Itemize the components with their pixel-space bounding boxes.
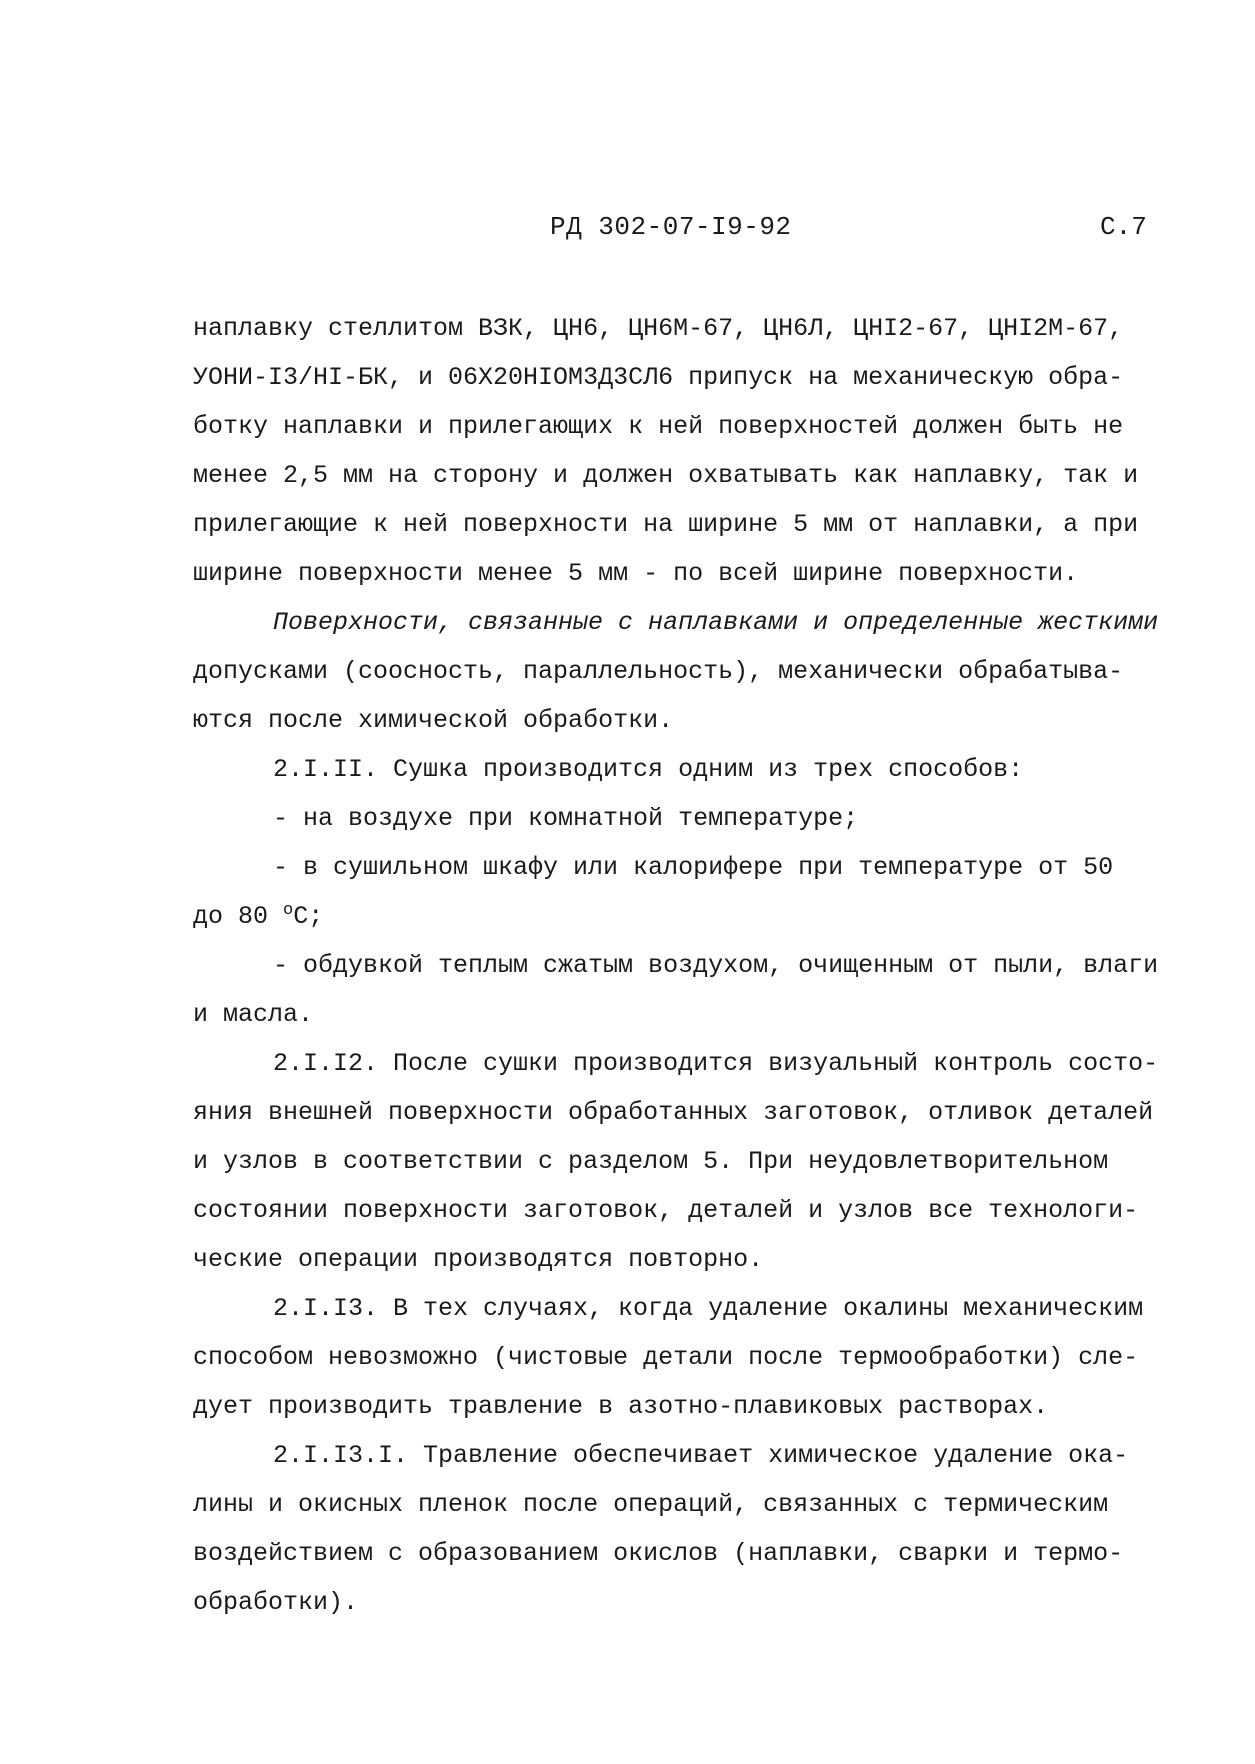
text-line: прилегающие к ней поверхности на ширине 5 мм от наплавки, а при xyxy=(193,510,1139,539)
temperature-value: до 80 xyxy=(193,902,269,931)
section-heading: 2.I.I2. После сушки производится визуальный контроль состо- xyxy=(273,1049,1159,1078)
section-heading: 2.I.I3. В тех случаях, когда удаление окалины механическим xyxy=(273,1294,1144,1323)
temperature-unit: С; xyxy=(293,902,324,931)
list-item-continuation xyxy=(193,892,1193,941)
section-heading: 2.I.I3.I. Травление обеспечивает химическое удаление ока- xyxy=(273,1441,1129,1470)
text-line: способом невозможно (чистовые детали после термообработки) сле- xyxy=(193,1343,1139,1372)
text-line: яния внешней поверхности обработанных заготовок, отливок деталей xyxy=(193,1098,1154,1127)
section-heading: 2.I.II. Сушка производится одним из трех способов: xyxy=(273,755,1024,784)
text-line: ширине поверхности менее 5 мм - по всей ширине поверхности. xyxy=(193,559,1079,588)
text-line: допусками (соосность, параллельность), механически обрабатыва- xyxy=(193,657,1124,686)
list-item: - в сушильном шкафу или калорифере при температуре от 50 xyxy=(273,853,1114,882)
text-line: лины и окисных пленок после операций, связанных с термическим xyxy=(193,1490,1109,1519)
document-number: РД 302-07-I9-92 xyxy=(550,212,792,242)
text-line: ботку наплавки и прилегающих к ней поверхностей должен быть не xyxy=(193,412,1124,441)
text-line: и узлов в соответствии с разделом 5. При неудовлетворительном xyxy=(193,1147,1109,1176)
text-line: воздействием с образованием окислов (наплавки, сварки и термо- xyxy=(193,1539,1124,1568)
text-line: состоянии поверхности заготовок, деталей и узлов все технологи- xyxy=(193,1196,1139,1225)
list-item-continuation: и масла. xyxy=(193,1000,314,1029)
text-line: УОНИ-I3/НI-БК, и 06Х20НIОМ3Д3СЛ6 припуск на механическую обра- xyxy=(193,363,1124,392)
text-line-italic: Поверхности, связанные с наплавками и определенные жесткими xyxy=(273,608,1159,637)
page-number: С.7 xyxy=(1100,212,1147,242)
text-line: обработки). xyxy=(193,1588,359,1617)
text-line: менее 2,5 мм на сторону и должен охватывать как наплавку, так и xyxy=(193,461,1139,490)
text-line: ются после химической обработки. xyxy=(193,706,674,735)
list-item: - обдувкой теплым сжатым воздухом, очищенным от пыли, влаги xyxy=(273,951,1159,980)
text-line: ческие операции производятся повторно. xyxy=(193,1245,764,1274)
text-line: дует производить травление в азотно-плавиковых растворах. xyxy=(193,1392,1049,1421)
body-text xyxy=(193,304,1193,1627)
degree-sign: о xyxy=(283,901,294,920)
text-line: наплавку стеллитом ВЗК, ЦН6, ЦН6М-67, ЦН6Л, ЦНI2-67, ЦНI2М-67, xyxy=(193,314,1124,343)
list-item: - на воздухе при комнатной температуре; xyxy=(273,804,859,833)
